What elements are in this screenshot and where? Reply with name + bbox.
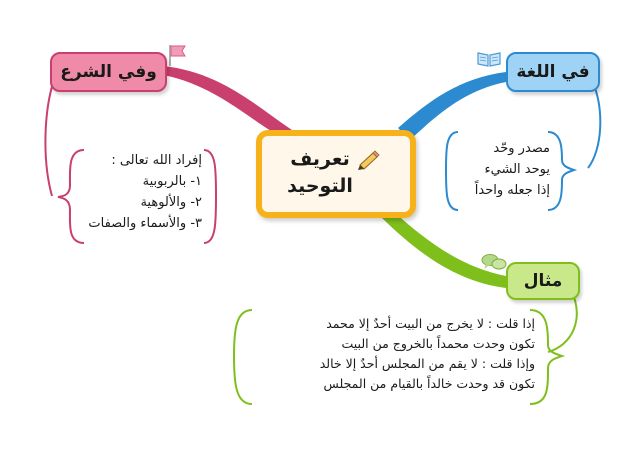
stem-sharia <box>45 80 54 196</box>
mithal-line: تكون قد وحدت خالداً بالقيام من المجلس <box>323 376 535 391</box>
central-topic <box>256 130 416 218</box>
sharia-line: إفراد الله تعالى : <box>111 153 202 168</box>
sharia-line: ٢- والألوهية <box>140 195 202 210</box>
connector-mithal <box>382 210 506 288</box>
connector-lugha <box>398 72 506 140</box>
branch-sharia-label <box>50 52 167 92</box>
stem-lugha <box>588 80 600 168</box>
mithal-line: وإذا قلت : لا يقم من المجلس أحدٌ إلا خالد <box>319 356 535 371</box>
book-icon <box>476 50 502 68</box>
lugha-line: مصدر وحّد <box>493 141 550 156</box>
sharia-line: ١- بالربوبية <box>142 174 202 189</box>
branch-sharia-text: وفي الشرع <box>60 62 157 82</box>
branch-mithal-text: مثال <box>523 271 563 291</box>
bracket-lugha <box>548 132 574 210</box>
mithal-line: تكون وحدت محمداً بالخروج من البيت <box>341 336 535 351</box>
pencil-icon <box>356 150 382 170</box>
lugha-definition <box>452 138 550 201</box>
mithal-example <box>245 314 535 394</box>
sharia-definition <box>70 150 202 234</box>
bracket-sharia-right <box>204 150 216 243</box>
stem-mithal <box>548 292 577 352</box>
sharia-line: ٣- والأسماء والصفات <box>88 216 202 231</box>
branch-mithal-label <box>506 262 580 300</box>
lugha-line: يوحد الشيء <box>484 162 550 177</box>
central-topic-line-2: التوحيد <box>287 175 353 197</box>
connector-sharia <box>163 66 292 135</box>
central-topic-line-1: تعريف <box>290 148 350 170</box>
speech-bubbles-icon <box>480 252 508 272</box>
branch-lugha-label <box>506 52 600 92</box>
mithal-line: إذا قلت : لا يخرج من البيت أحدٌ إلا محمد <box>326 316 535 331</box>
central-topic-text <box>270 146 370 200</box>
flag-icon <box>166 43 188 67</box>
lugha-line: إذا جعله واحداً <box>474 183 550 198</box>
branch-lugha-text: في اللغة <box>516 62 590 82</box>
